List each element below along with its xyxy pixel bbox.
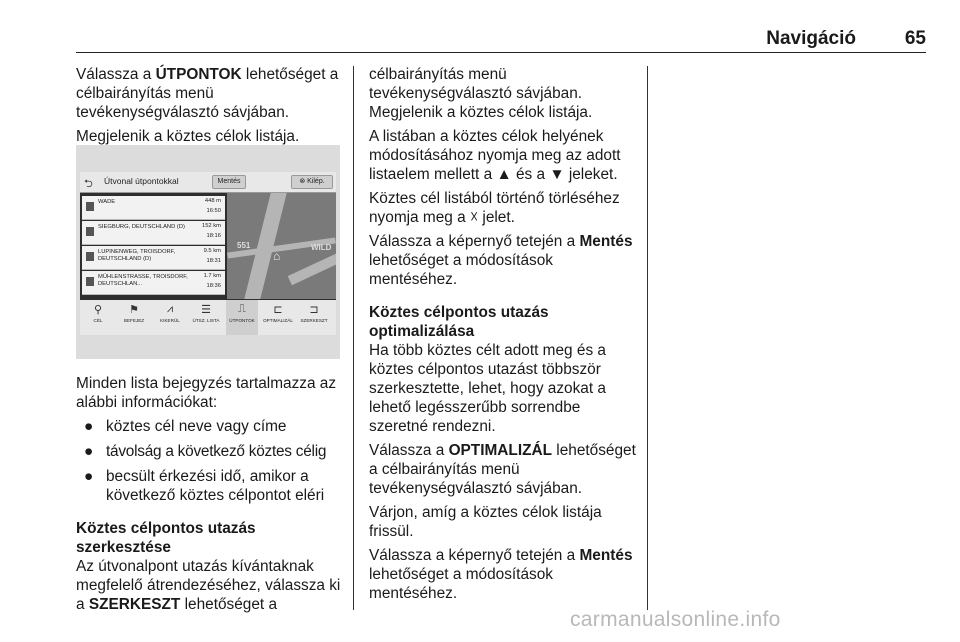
- waypoints-button: ⎍ ÚTPONTOK: [226, 300, 258, 335]
- finish-flag-icon: ⚑: [129, 304, 139, 316]
- selector-bar: [80, 300, 336, 335]
- right-paragraph-9: Válassza a képernyő tetején a Mentés lehetőséget a módosítások mentéséhez.: [369, 547, 633, 602]
- list-item: SIEGBURG, DEUTSCHLAND (D) 152 km 18:16: [82, 221, 225, 245]
- optimize-button: ⊏ OPTIMALIZÁL: [263, 304, 293, 323]
- section-heading-optimize: Köztes célpontos utazás optimalizálása: [369, 304, 549, 340]
- page-number: 65: [904, 28, 926, 49]
- waypoint-icon: [86, 252, 94, 261]
- dest-button: ⚲ CÉL: [82, 300, 114, 335]
- list-item: ● köztes cél neve vagy címe: [84, 418, 287, 435]
- exit-icon: ⊗: [299, 178, 308, 185]
- right-paragraph-3: A listában a köztes célok helyének módosításához nyomja meg az adott listaelem mellett a ▲ és a ▼ jeleket.: [369, 128, 621, 183]
- right-paragraph-6: Ha több köztes célt adott meg és a köztes célpontos utazást többször szerkesztette, lehet, hogy azokat a lehető legésszerűbb sorrendbe szeretné rendezni.: [369, 342, 606, 435]
- list-item: ● becsült érkezési idő, amikor a következő köztes célpontot eléri: [84, 468, 325, 504]
- destination-flag-icon: [86, 277, 94, 286]
- column-divider-left: [353, 66, 354, 610]
- right-paragraph-1: célbairányítás menü tevékenységválasztó sávjában.: [369, 66, 583, 102]
- watermark: carmanualsonline.info: [570, 608, 781, 631]
- map-label: 551: [237, 241, 251, 250]
- map-label: WILD: [311, 243, 332, 252]
- right-paragraph-5: Válassza a képernyő tetején a Mentés lehetőséget a módosítások mentéséhez.: [369, 233, 633, 288]
- right-paragraph-2: Megjelenik a köztes célok listája.: [369, 104, 593, 121]
- left-paragraph-4: Az útvonalpont utazás kívántaknak megfelelő átrendezéséhez, válassza ki a SZERKESZT lehetőséget a: [76, 558, 341, 613]
- waypoints-icon: ⎍: [238, 303, 246, 315]
- left-column-top: [76, 65, 348, 151]
- left-paragraph-2: Megjelenik a köztes célok listája.: [76, 128, 300, 145]
- waypoint-icon: [86, 202, 94, 211]
- route-list-button: ☰ ÚTSZ. LISTA: [190, 300, 222, 335]
- list-item: LUPINENWEG, TROISDORF, DEUTSCHLAND (D) 9.5 km 18:31: [82, 246, 225, 270]
- back-icon: ⮌: [84, 178, 93, 190]
- left-paragraph-3: Minden lista bejegyzés tartalmazza az alábbi információkat:: [76, 375, 337, 411]
- right-paragraph-4: Köztes cél listából történő törléséhez nyomja meg a ☓ jelet.: [369, 190, 620, 226]
- info-list: [76, 417, 350, 505]
- right-paragraph-7: Válassza a OPTIMALIZÁL lehetőséget a célbairányítás menü tevékenységválasztó sávjában.: [369, 442, 636, 497]
- screen-title: Útvonal útpontokkal: [104, 176, 179, 186]
- waypoint-list: [82, 196, 225, 298]
- page-title: Navigáció: [766, 28, 856, 49]
- detour-button: ⩘ KIKERÜL: [154, 300, 186, 335]
- list-item: MÜHLENSTRASSE, TROISDORF, DEUTSCHLAN... 1.7 km 18:36: [82, 271, 225, 295]
- navigation-screenshot: [76, 145, 340, 359]
- screen: [80, 172, 336, 335]
- edit-button: ⊐ SZERKESZT: [298, 300, 330, 335]
- map-view: [227, 193, 336, 299]
- detour-icon: ⩘: [166, 303, 174, 315]
- column-divider-right: [647, 66, 648, 610]
- save-button: Mentés: [212, 175, 246, 189]
- right-paragraph-8: Várjon, amíg a köztes célok listája frissül.: [369, 504, 602, 540]
- list-item: WADE 448 m 16:50: [82, 196, 225, 220]
- page-header: [76, 28, 926, 54]
- edit-icon: ⊐: [309, 304, 319, 316]
- search-icon: ⚲: [93, 304, 103, 316]
- left-column-bottom: [76, 374, 350, 619]
- section-heading-edit: Köztes célpontos utazás szerkesztése: [76, 520, 256, 556]
- list-icon: ☰: [201, 304, 211, 316]
- waypoint-icon: [86, 227, 94, 236]
- exit-button: ⊗ Kilép.: [291, 175, 333, 189]
- list-item: ● távolság a következő köztes célig: [84, 443, 327, 460]
- right-column: [369, 65, 643, 608]
- map-road: [288, 251, 336, 285]
- optimize-icon: ⊏: [273, 304, 283, 316]
- left-paragraph-1: Válassza a ÚTPONTOK lehetőséget a célbairányítás menü tevékenységválasztó sávjában.: [76, 66, 339, 121]
- header-rule: [76, 52, 926, 53]
- position-arrow-icon: ⌂: [273, 249, 281, 263]
- screen-topbar: [80, 172, 336, 193]
- finish-button: ⚑ BEFEJEZ: [118, 300, 150, 335]
